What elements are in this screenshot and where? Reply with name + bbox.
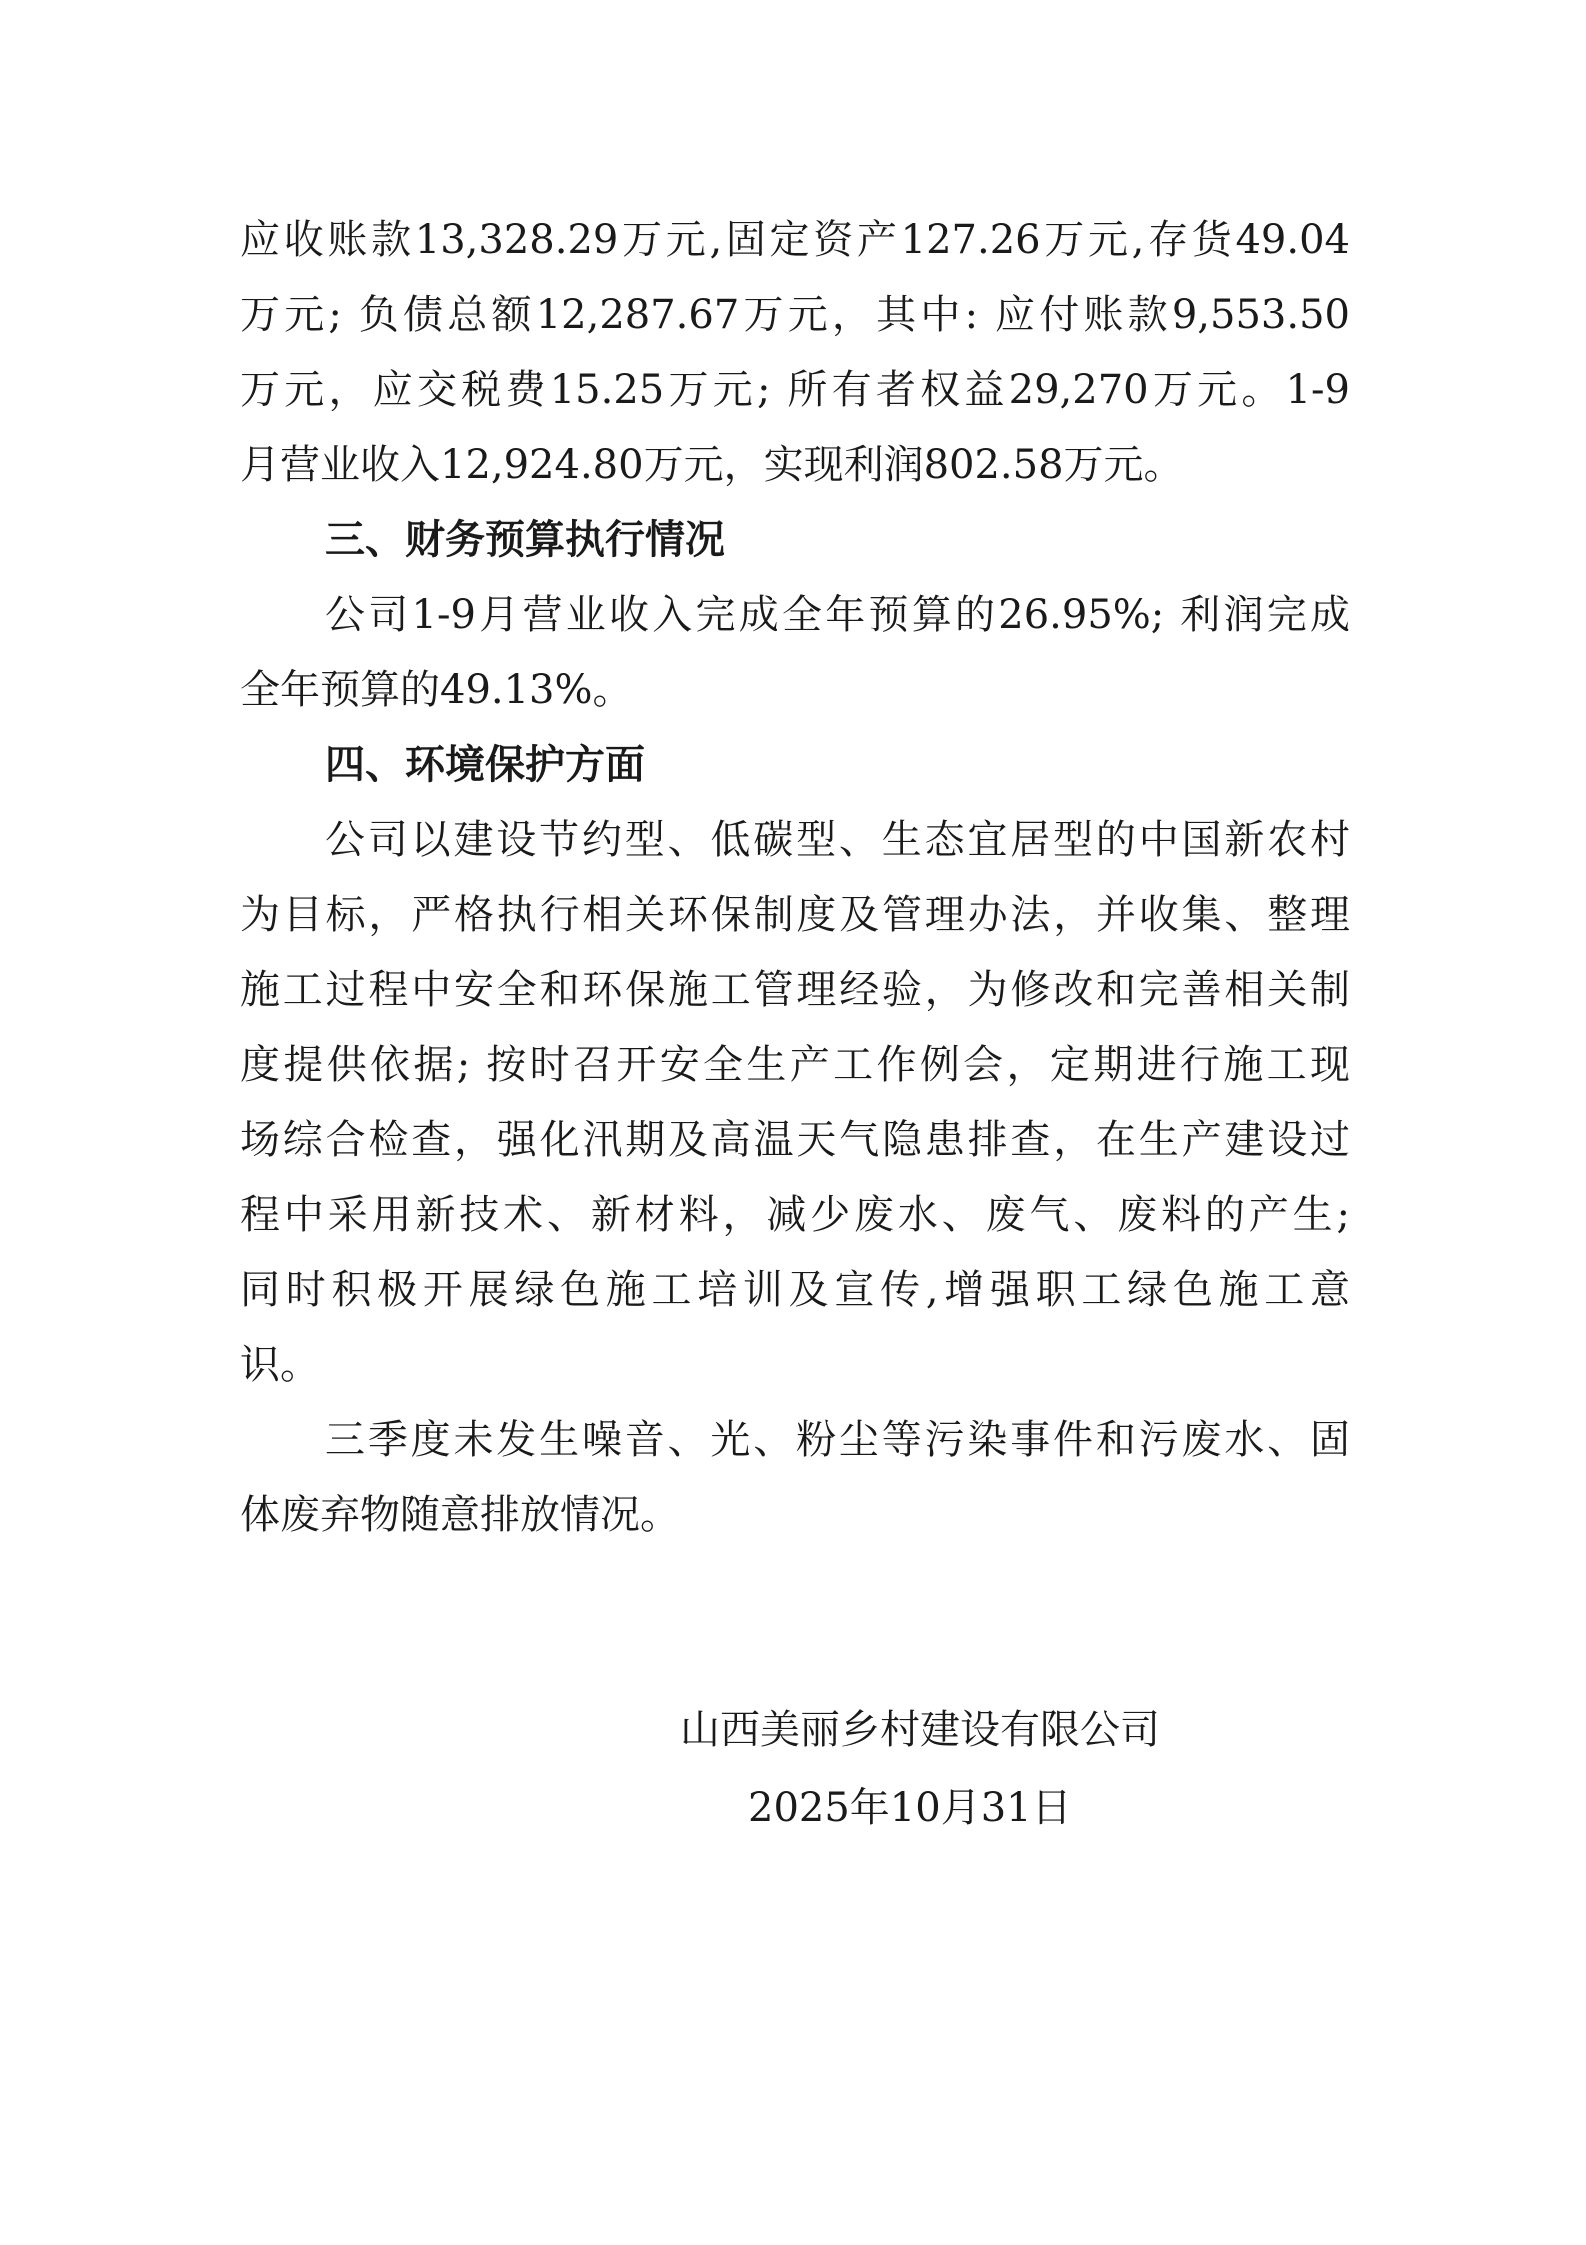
signature-company: 山西美丽乡村建设有限公司: [680, 1707, 1160, 1753]
signature-date: 2025年10月31日: [748, 1785, 1072, 1831]
body-text-line: 同时积极开展绿色施工培训及宣传,增强职工绿色施工意: [240, 1267, 1350, 1313]
body-text-line: 应收账款13,328.29万元,固定资产127.26万元,存货49.04: [240, 217, 1350, 263]
body-text-line: 体废弃物随意排放情况。: [240, 1492, 680, 1538]
body-text-line: 程中采用新技术、新材料，减少废水、废气、废料的产生;: [240, 1192, 1350, 1238]
body-text-line: 度提供依据; 按时召开安全生产工作例会，定期进行施工现: [240, 1042, 1350, 1088]
section-heading-three: 三、财务预算执行情况: [325, 517, 725, 563]
body-text-line: 万元; 负债总额12,287.67万元，其中: 应付账款9,553.50: [240, 292, 1350, 338]
body-text-line: 施工过程中安全和环保施工管理经验，为修改和完善相关制: [240, 967, 1350, 1013]
body-text-line: 公司1-9月营业收入完成全年预算的26.95%; 利润完成: [325, 592, 1350, 638]
body-text-line: 为目标，严格执行相关环保制度及管理办法，并收集、整理: [240, 892, 1350, 938]
body-text-line: 场综合检查，强化汛期及高温天气隐患排查，在生产建设过: [240, 1117, 1350, 1163]
body-text-line: 月营业收入12,924.80万元，实现利润802.58万元。: [240, 442, 1184, 488]
body-text-line: 万元，应交税费15.25万元; 所有者权益29,270万元。1-9: [240, 367, 1350, 413]
body-text-line: 识。: [240, 1342, 320, 1388]
section-heading-four: 四、环境保护方面: [325, 742, 645, 788]
body-text-line: 三季度未发生噪音、光、粉尘等污染事件和污废水、固: [325, 1417, 1350, 1463]
body-text-line: 公司以建设节约型、低碳型、生态宜居型的中国新农村: [325, 817, 1350, 863]
body-text-line: 全年预算的49.13%。: [240, 667, 633, 713]
